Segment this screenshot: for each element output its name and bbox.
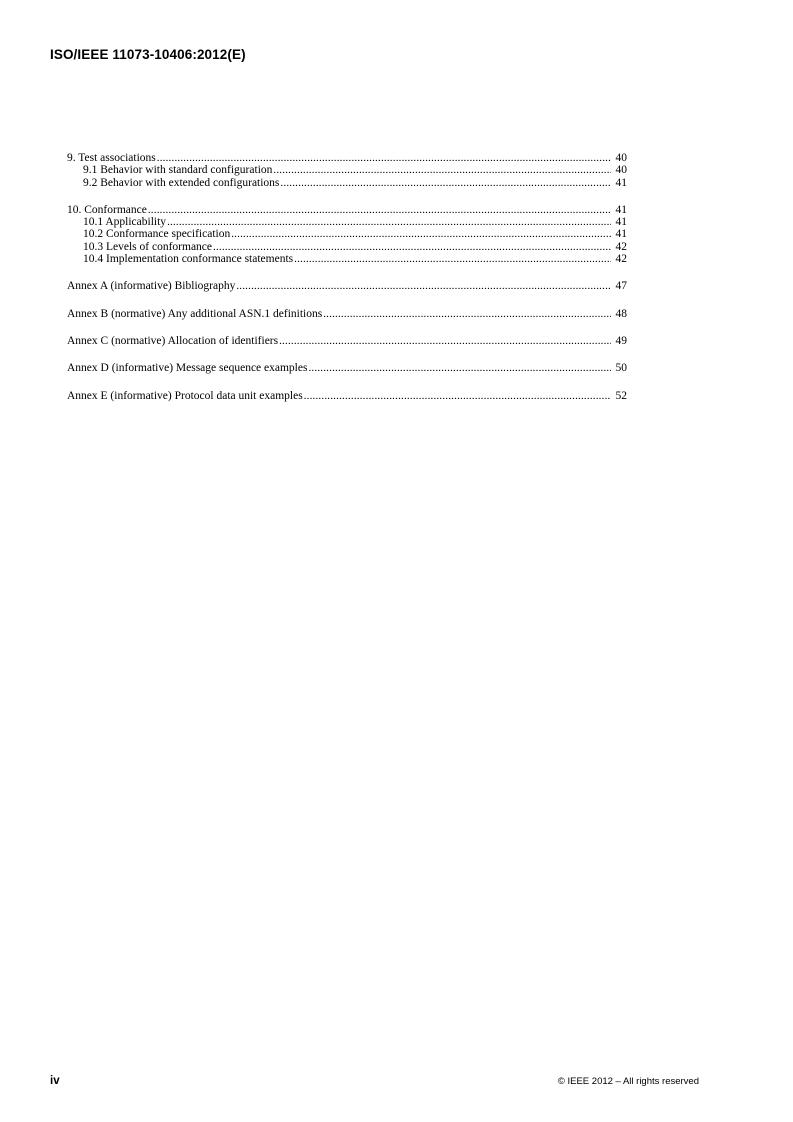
toc-entry-page: 41 [615, 228, 627, 241]
toc-subentry[interactable] [67, 216, 627, 228]
dot-leader [308, 362, 611, 374]
document-identifier: ISO/IEEE 11073-10406:2012(E) [50, 47, 246, 62]
toc-section-9 [67, 152, 627, 189]
toc-entry-label: 10.4 Implementation conformance statements [83, 253, 294, 266]
toc-subentry[interactable] [67, 241, 627, 253]
toc-entry-page: 52 [615, 389, 627, 402]
dot-leader [280, 177, 611, 189]
dot-leader [148, 204, 611, 216]
toc-subentry[interactable] [67, 164, 627, 176]
toc-entry[interactable] [67, 335, 627, 347]
toc-section-10 [67, 204, 627, 265]
toc-entry-label: 10.1 Applicability [83, 216, 167, 229]
toc-entry-label: 9. Test associations [67, 152, 156, 164]
dot-leader [167, 216, 611, 228]
toc-entry-page: 41 [615, 203, 627, 216]
toc-entry[interactable] [67, 152, 627, 164]
toc-entry[interactable] [67, 362, 627, 374]
dot-leader [294, 253, 611, 265]
dot-leader [213, 241, 611, 253]
toc-entry-label: Annex A (informative) Bibliography [67, 280, 236, 293]
toc-entry-page: 50 [615, 362, 627, 375]
dot-leader [323, 308, 611, 320]
table-of-contents [67, 152, 627, 417]
toc-annex-b [67, 308, 627, 320]
dot-leader [157, 152, 611, 164]
toc-entry-label: 9.1 Behavior with standard configuration [83, 164, 273, 177]
dot-leader [236, 280, 611, 292]
toc-entry[interactable] [67, 204, 627, 216]
toc-entry-page: 42 [615, 253, 627, 266]
dot-leader [304, 390, 611, 402]
toc-entry-label: Annex B (normative) Any additional ASN.1 definitions [67, 307, 323, 320]
toc-subentry[interactable] [67, 253, 627, 265]
toc-entry-label: Annex D (informative) Message sequence examples [67, 362, 308, 375]
toc-entry-label: 10.2 Conformance specification [83, 228, 231, 241]
toc-entry[interactable] [67, 280, 627, 292]
toc-entry-label: Annex C (normative) Allocation of identifiers [67, 334, 279, 347]
toc-entry-page: 41 [615, 176, 627, 189]
toc-annex-e [67, 390, 627, 402]
toc-subentry[interactable] [67, 228, 627, 240]
toc-entry-label: 9.2 Behavior with extended configurations [83, 176, 280, 189]
toc-entry-page: 47 [615, 280, 627, 293]
toc-entry-page: 40 [615, 152, 627, 164]
toc-entry-page: 42 [615, 240, 627, 253]
toc-entry[interactable] [67, 390, 627, 402]
toc-entry-page: 41 [615, 216, 627, 229]
toc-annex-a [67, 280, 627, 292]
toc-annex-d [67, 362, 627, 374]
toc-entry-label: 10. Conformance [67, 203, 147, 216]
toc-annex-c [67, 335, 627, 347]
toc-subentry[interactable] [67, 177, 627, 189]
toc-entry[interactable] [67, 308, 627, 320]
toc-entry-label: Annex E (informative) Protocol data unit examples [67, 389, 303, 402]
dot-leader [231, 228, 611, 240]
dot-leader [279, 335, 611, 347]
toc-entry-page: 48 [615, 307, 627, 320]
footer-copyright: © IEEE 2012 – All rights reserved [557, 1076, 699, 1087]
dot-leader [273, 164, 611, 176]
toc-entry-label: 10.3 Levels of conformance [83, 240, 213, 253]
footer-page-number: iv [50, 1075, 60, 1087]
toc-entry-page: 49 [615, 334, 627, 347]
toc-entry-page: 40 [615, 164, 627, 177]
